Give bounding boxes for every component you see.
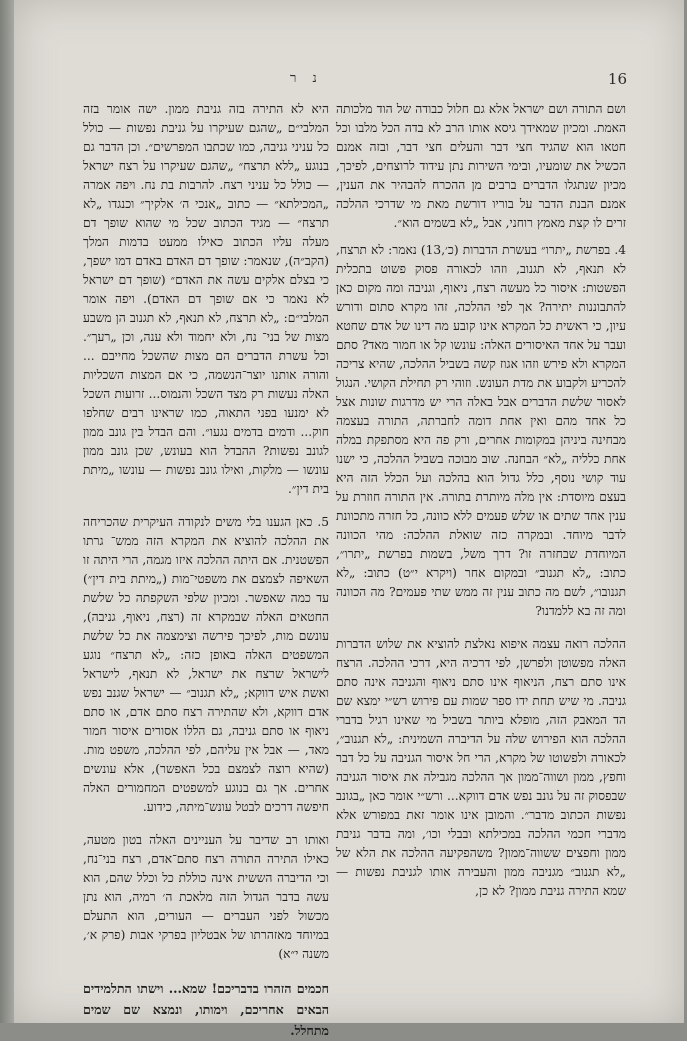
book-spine	[0, 0, 14, 1023]
paragraph: ההלכה רואה עצמה איפוא נאלצת להוציא את שלוש הדברות האלה מפשוטן ולפרשן, לפי דרכיה היא, דרכי ההלכה. הרצח אינו סתם רצח, הניאוף אינו סתם ניאוף והגניבה אינה סתם גניבה. מי שיש תחת ידו ספר שמות עם פירוש רש״י ימצא שם הד המאבק הזה, מופלא ביותר בשביל מי שאינו רגיל בדברי ההלכה הוא הפירוש שלה על הדיברה השמינית: „לא תגנוב״, לכאורה ולפשוטו של מקרא, הרי חל איסור הגניבה על כל דבר וחפץ, ממון ושווה־ממון אך ההלכה מגבילה את איסור הגניבה שבפסוק זה על גונב נפש אדם דווקא... ורש״י אומר כאן „בגונב נפשות הכתוב מדבר״. והמובן אינו אומר זאת במפורש אלא מדברי חכמי ההלכה במכילתא ובבלי וכו׳, ומה בדבר גניבת ממון וחפצים ששווה־ממון? משהפקיעה ההלכה את הלא של „לא תגנוב״ מגניבה ממון והעבירה אותו לגניבת נפשות — שמא התירה גניבת ממון? לא כן,	[336, 637, 626, 898]
paragraph: 5. כאן הגענו בלי משים לנקודה העיקרית שהכריחה את ההלכה להוציא את המקרא הזה ממש־ גרתו הפשטנית. אם היתה ההלכה איזו מגמה, הרי היתה זו השאיפה לצמצם את משפטי־מות („מיתת בית דין״) עד כמה שאפשר. ומכיון שלפי השקפתה כל שלשת החטאים האלה שבמקרא זה (רצח, ניאוף, גניבה), עונשם מות, לפיכך פירשה וצימצמה את כל שלשת המשפטים האלה באופן כזה: „לא תרצח״ נוגע לישראל שרצח את ישראל, לא תנאף, לישראל ואשת איש דווקא; „לא תגנוב״ — ישראל שגנב נפש אדם דווקא, ולא שהתירה רצח סתם אדם, או סתם ניאוף או סתם גניבה, גם הללו אסורים איסור חמור מאד, — אבל אין עליהם, לפי ההלכה, משפט מות. (שהיא רוצה לצמצם בכל האפשר), אלא עונשים אחרים. אך גם בנוגע למשפטים המחמורים האלה חיפשה דרכים לבטל עונש־מיתה, כידוע.	[83, 515, 329, 814]
paragraph: היא לא התירה בזה גניבת ממון. ישה אומר בזה המלבי״ם „שהגם שעיקרו על גניבת נפשות — כולל כל עניני גניבה, כמו שכתבו המפרשים״. וכן הדבר גם בנוגע „ללא תרצח״ „שהגם שעיקרו על רצח ישראל — כולל כל עניני רצח. להרבות בת נח. ויפה אמרה „המכילתא״ — כתוב „אנכי ה׳ אלקיך״ וכנגדו „לא תרצח״ — מגיד הכתוב שכל מי שהוא שופך דם מעלה עליו הכתוב כאילו ממעט בדמות המלך (הקב״ה), שנאמר: שופך דם האדם באדם דמו ישפך, כי בצלם אלקים עשה את האדם״ (שופך דם ישראל לא נאמר כי אם שופך דם האדם). ויפה אומר המלבי״ם: „לא תרצח, לא תנאף, לא תגנוב הן משבע מצות של בני־ נח, ולא יחמוד ולא ענה, וכן „רעך״. וכל עשרת הדברים הם מצות שהשכל מחייבם ... והורה אותנו יוצר־הנשמה, כי אם המצות השכליות האלה נעשות רק מצד השכל והנמוס... זרועות השכל לא ימנעו בפני התאוה, כמו שראינו רבים שחלפו חוק... ודמים בדמים נגעו״. והם הבדל בין גונב ממון לגונב נפשות? ההבדל הוא בעונש, שכן גונב ממון עונשו — מלקות, ואילו גונב נפשות — עונשו „מיתת בית דין״.	[83, 102, 329, 496]
left-column	[83, 100, 329, 1041]
page-number: 16	[607, 70, 627, 88]
page-header	[80, 64, 627, 94]
running-head: נ ר	[290, 71, 323, 86]
paragraph: 4. בפרשת „יתרו״ בעשרת הדברות (כ׳,13) נאמר: לא תרצח, לא תנאף, לא תגנוב, וזהו לכאורה פסוק פשוט בתכלית הפשטות: איסור כל מעשה רצח, ניאוף, וגניבה ומה מקום כאן להתבוננות יתירה? אך לפי ההלכה, זהו מקרא סתום ודורש עיון, כי ראשית כל המקרא אינו קובע מה דינו של אדם שחטא ועבר על אחד האיסורים האלה: עונשו קל או חמור מאד? סתם המקרא ולא פירש וזהו אגוז קשה בשביל ההלכה, שהיא צריכה להכריע ולקבוע את מדת העונש. וזוהי רק תחילת הקושי. הנגול לאסור שלשת הדברים אבל באלה הרי יש מדרגות שונות אצל כל אחד מהם ואין אחת דומה לחברתה, התורה בעצמה מבחינה ביניהן במקומות אחרים, ורק פה היא מסתפקת במלה אחת כלליה „לא״ הבחנה. שוב מבוכה בשביל ההלכה, כי ישנו עוד קושי נוסף, כלל גדול הוא בהלכה ועל הכלל הזה היא בעצם מיוסדת: אין מלה מיותרת בתורה. אין התורה חוזרת על ענין אחד שתים או שלש פעמים ללא כוונה, כל חזרה מתכוונת לדבר מיוחד. ובמקרה כזה שואלת ההלכה: מהי הכוונה המיוחדת שבחזרה זו? דרך משל, בשמות בפרשת „יתרו״, כתוב: „לא תגנוב״ ובמקום אחר (ויקרא י״ט) כתוב: „לא תגנובו״, לשם מה כתוב ענין זה ממש שתי פעמים? מה הכוונה ומה זה בא ללמדנו?	[336, 243, 626, 618]
right-column	[336, 100, 626, 915]
paragraph: ואותו רב שדיבר על העניינים האלה בטון מטעה, כאילו התירה התורה רצח סתם־אדם, רצח בני־נח, וכי הדיברה הששית אינה כוללת כל וכלל שהם, הוא עשה בדבר הגדול הזה מלאכת ה׳ רמיה, הוא נתן מכשול לפני העברים — העורים, הוא התעלם במיוחד מאזהרתו של אבטליון בפרקי אבות (פרק א׳, משנה י״א)	[83, 833, 329, 961]
closing-quote: חכמים הזהרו בדבריכם! שמא... וישתו התלמידים הבאים אחריכם, וימותו, ונמצא שם שמים מתחלל.	[83, 981, 329, 1038]
paragraph: ושם התורה ושם ישראל אלא גם חלול כבודה של הוד מלכותה האמת. ומכיון שמאידך גיסא אותו הרב לא בדה הכל מלבו וכל חטאו הוא שהגיד חצי דבר והעלים חצי דבר, ובזה אמנם הכשיל את שומעיו, ובימי השירות נתן עידוד לרוצחים, לפיכך, מכיון שנתגלו הדברים ברבים מן ההכרח להבהיר את הענין, אמנם הבנת הדבר על בוריו דורשת מאת מי שדרכי ההלכה זרים לו קצת מאמץ רוחני, אבל „לא בשמים הוא״.	[336, 102, 626, 230]
